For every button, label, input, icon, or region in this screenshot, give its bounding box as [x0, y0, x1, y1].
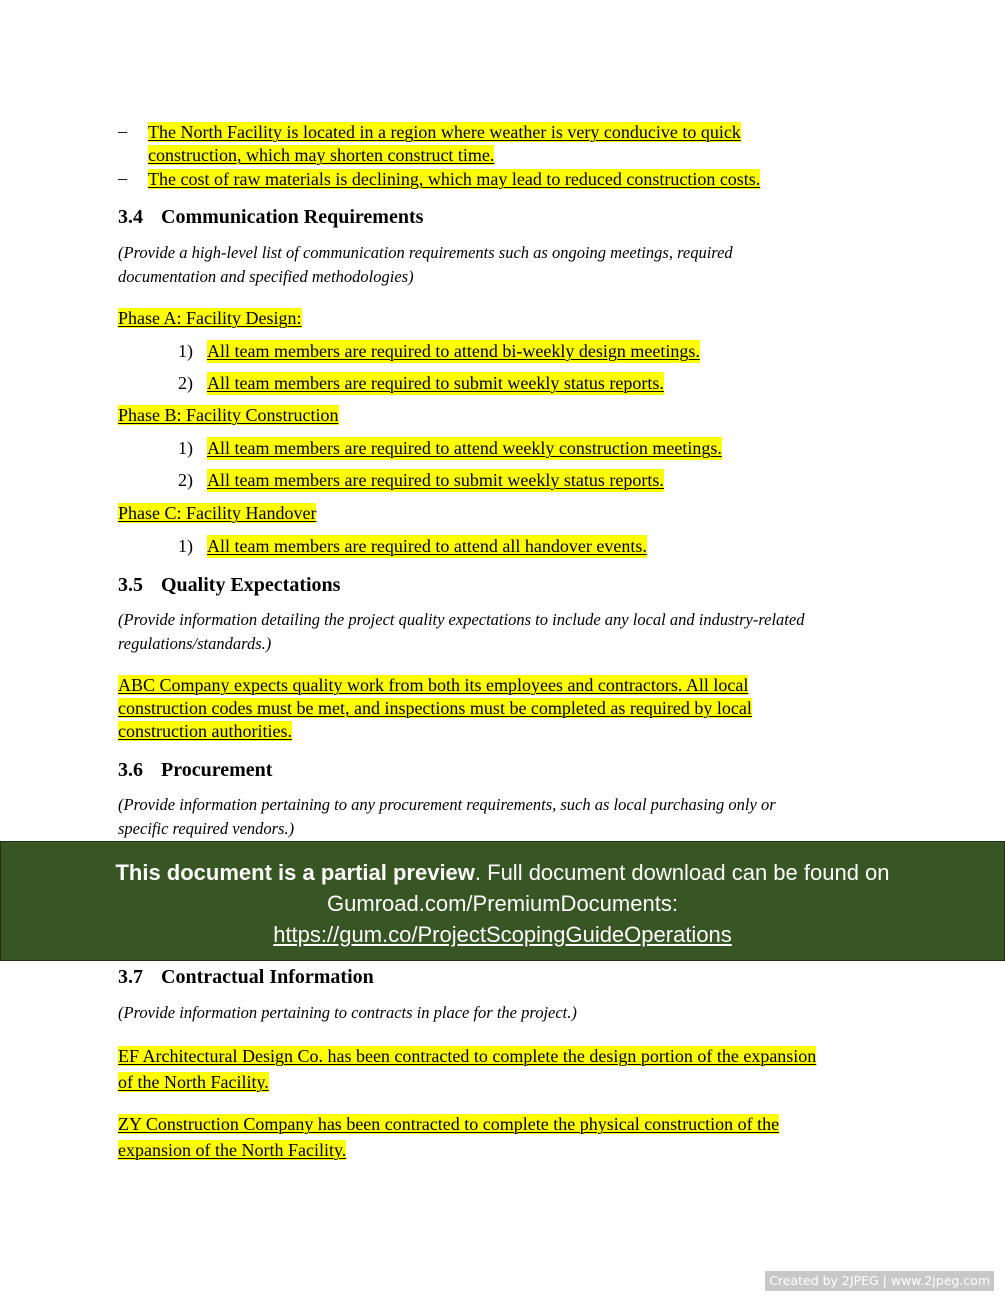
bullet-item: [148, 168, 760, 191]
dash-bullet: –: [118, 121, 127, 141]
section-note: (Provide information pertaining to contracts in place for the project.): [118, 1003, 577, 1022]
banner-bold-text: This document is a partial preview: [115, 860, 475, 885]
phase-title: Phase C: Facility Handover: [118, 503, 317, 523]
bullet-text-line: The North Facility is located in a region where weather is very conducive to quick: [148, 122, 741, 142]
phase-title: Phase B: Facility Construction: [118, 405, 339, 425]
section-heading: [118, 206, 423, 229]
dash-bullet: –: [118, 168, 127, 188]
bullet-text-line: The cost of raw materials is declining, which may lead to reduced construction costs.: [148, 169, 761, 189]
bullet-text-line: construction, which may shorten construct time.: [148, 145, 495, 165]
section-number: 3.6: [118, 759, 143, 781]
section-note: (Provide a high-level list of communication requirements such as ongoing meetings, required documentation and specified methodologies): [118, 243, 733, 286]
section-paragraph: EF Architectural Design Co. has been contracted to complete the design portion of the expansion of the North Facility.: [118, 1046, 817, 1092]
section-heading: [118, 759, 272, 782]
section-number: 3.7: [118, 966, 143, 988]
bullet-item: [148, 121, 741, 167]
section-title: Communication Requirements: [161, 206, 424, 228]
section-title: Contractual Information: [161, 966, 374, 988]
section-title: Procurement: [161, 759, 273, 781]
section-note: (Provide information pertaining to any procurement requirements, such as local purchasing only or specific required vendors.): [118, 795, 776, 838]
section-note: (Provide information detailing the project quality expectations to include any local and industry-related regulations/standards.): [118, 610, 805, 653]
section-heading: [118, 574, 340, 597]
banner-text: . Full document download can be found on: [474, 860, 890, 885]
section-number: 3.4: [118, 206, 143, 228]
watermark: Created by 2JPEG | www.2jpeg.com: [765, 1271, 994, 1291]
section-paragraph: ZY Construction Company has been contracted to complete the physical construction of the expansion of the North Facility.: [118, 1114, 780, 1160]
section-paragraph: ABC Company expects quality work from both its employees and contractors. All local construction codes must be met, and inspections must be completed as required by local construction authorities.: [118, 675, 752, 741]
section-heading: [118, 966, 374, 989]
download-link[interactable]: https://gum.co/ProjectScopingGuideOperations: [273, 922, 732, 947]
phase-title: Phase A: Facility Design:: [118, 308, 302, 328]
section-number: 3.5: [118, 574, 143, 596]
banner-text-line2: Gumroad.com/PremiumDocuments:: [327, 891, 678, 916]
section-title: Quality Expectations: [161, 574, 341, 596]
preview-banner: [0, 841, 1005, 961]
